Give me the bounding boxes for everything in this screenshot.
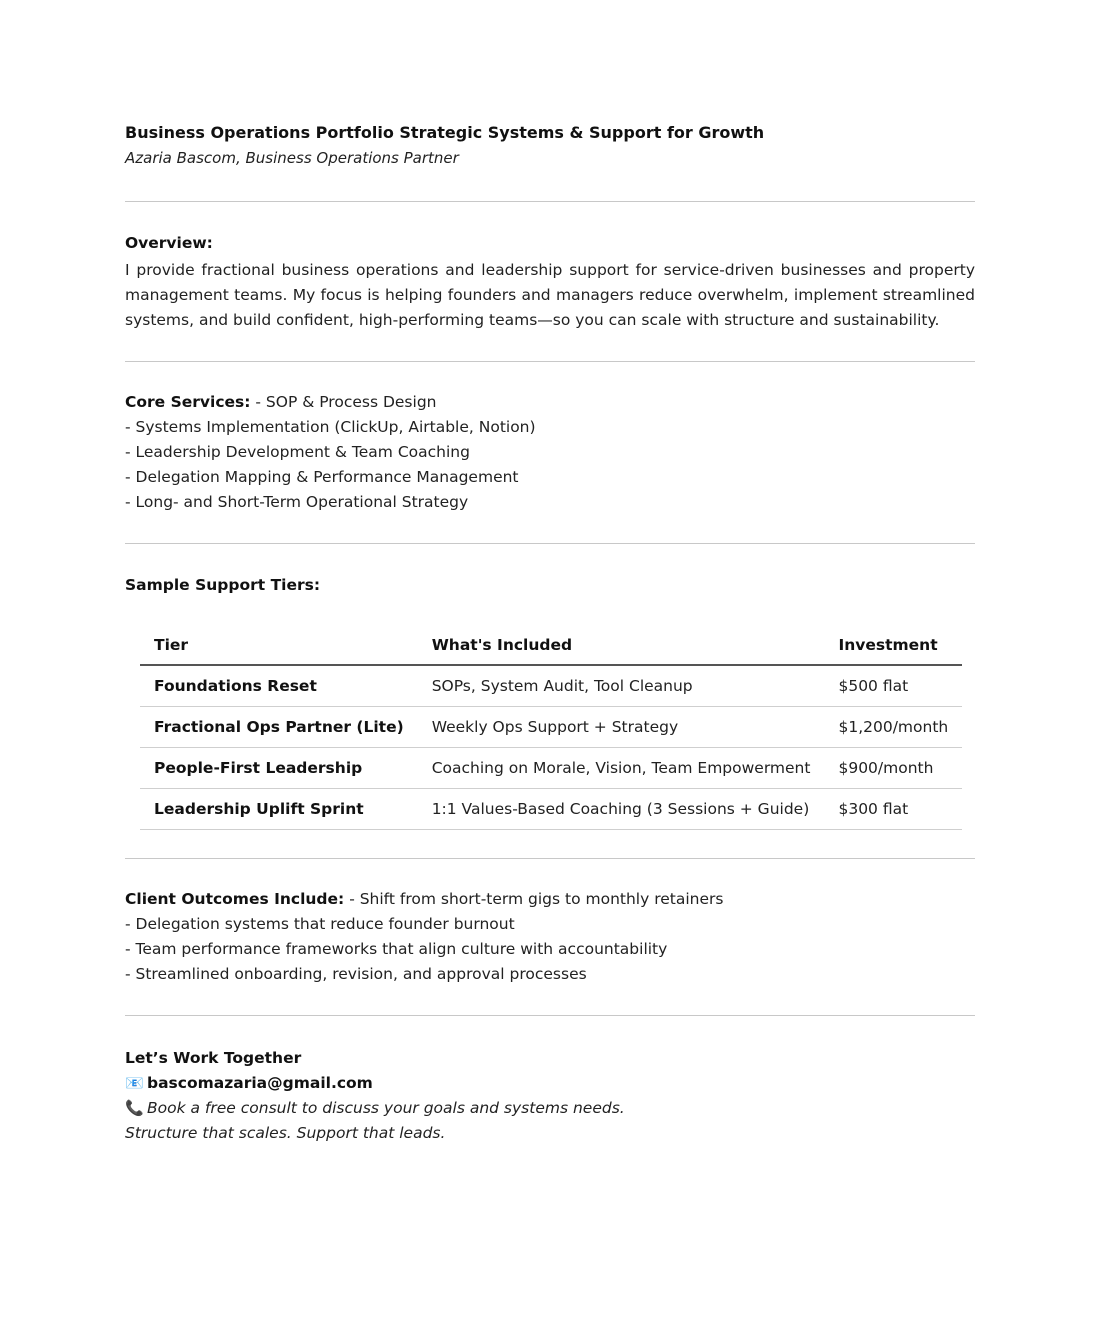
overview-heading: Overview:: [125, 234, 213, 252]
tier-investment-cell: $500 flat: [824, 665, 962, 707]
divider: [125, 361, 975, 362]
tier-included-cell: SOPs, System Audit, Tool Cleanup: [418, 665, 825, 707]
column-header-included: What's Included: [418, 626, 825, 665]
tier-investment-cell: $900/month: [824, 748, 962, 789]
document-content: [125, 122, 975, 1146]
core-service-item: - Leadership Development & Team Coaching: [125, 443, 470, 461]
email-link[interactable]: bascomazaria@gmail.com: [147, 1074, 373, 1092]
contact-heading: [125, 1046, 975, 1071]
tier-name-cell: Foundations Reset: [140, 665, 418, 707]
column-header-investment: Investment: [824, 626, 962, 665]
phone-icon: 📞: [125, 1099, 144, 1117]
divider: [125, 1015, 975, 1016]
tagline: Structure that scales. Support that leads.: [125, 1124, 446, 1142]
core-services-line: [125, 390, 975, 415]
outcome-item: - Team performance frameworks that align culture with accountability: [125, 940, 668, 958]
divider: [125, 543, 975, 544]
document-subtitle: Azaria Bascom, Business Operations Partner: [125, 149, 459, 167]
column-header-tier: Tier: [140, 626, 418, 665]
tier-name-cell: People-First Leadership: [140, 748, 418, 789]
outcome-item: - Delegation systems that reduce founder burnout: [125, 915, 515, 933]
outcome-item: - Shift from short-term gigs to monthly retainers: [349, 890, 724, 908]
table-row: [140, 748, 962, 789]
table-row: [140, 665, 962, 707]
outcome-item: - Streamlined onboarding, revision, and approval processes: [125, 965, 587, 983]
tier-investment-cell: $1,200/month: [824, 707, 962, 748]
tier-included-cell: Coaching on Morale, Vision, Team Empowerment: [418, 748, 825, 789]
tier-included-cell: 1:1 Values-Based Coaching (3 Sessions + Guide): [418, 789, 825, 830]
consult-text: Book a free consult to discuss your goals and systems needs.: [147, 1099, 625, 1117]
contact-heading-text: Let’s Work Together: [125, 1049, 302, 1067]
tiers-table: [140, 626, 962, 830]
divider: [125, 201, 975, 202]
divider: [125, 858, 975, 859]
overview-section: [125, 232, 975, 333]
core-services-heading: Core Services:: [125, 393, 251, 411]
tier-name-cell: Fractional Ops Partner (Lite): [140, 707, 418, 748]
tiers-section: [125, 574, 975, 830]
consult-line: [125, 1096, 975, 1121]
outcomes-heading: Client Outcomes Include:: [125, 890, 345, 908]
tier-investment-cell: $300 flat: [824, 789, 962, 830]
core-service-item: - Long- and Short-Term Operational Strategy: [125, 493, 469, 511]
outcomes-line: [125, 887, 975, 912]
overview-text: I provide fractional business operations and leadership support for service-driven businesses and property management teams. My focus is helping founders and managers reduce overwhelm, implement streamlined systems, and build confident, high-performing teams—so you can scale with structure and sustainability.: [125, 261, 975, 329]
outcomes-section: [125, 887, 975, 987]
table-header-row: [140, 626, 962, 665]
table-row: [140, 789, 962, 830]
tier-name-cell: Leadership Uplift Sprint: [140, 789, 418, 830]
core-service-item: - Systems Implementation (ClickUp, Airtable, Notion): [125, 418, 536, 436]
core-service-item: - Delegation Mapping & Performance Management: [125, 468, 519, 486]
email-icon: 📧: [125, 1074, 144, 1092]
tiers-heading: Sample Support Tiers:: [125, 576, 321, 594]
core-services-section: [125, 390, 975, 515]
document-title: Business Operations Portfolio Strategic Systems & Support for Growth: [125, 123, 765, 142]
email-line: [125, 1071, 975, 1096]
table-row: [140, 707, 962, 748]
core-service-item: - SOP & Process Design: [255, 393, 437, 411]
contact-section: [125, 1046, 975, 1146]
tier-included-cell: Weekly Ops Support + Strategy: [418, 707, 825, 748]
